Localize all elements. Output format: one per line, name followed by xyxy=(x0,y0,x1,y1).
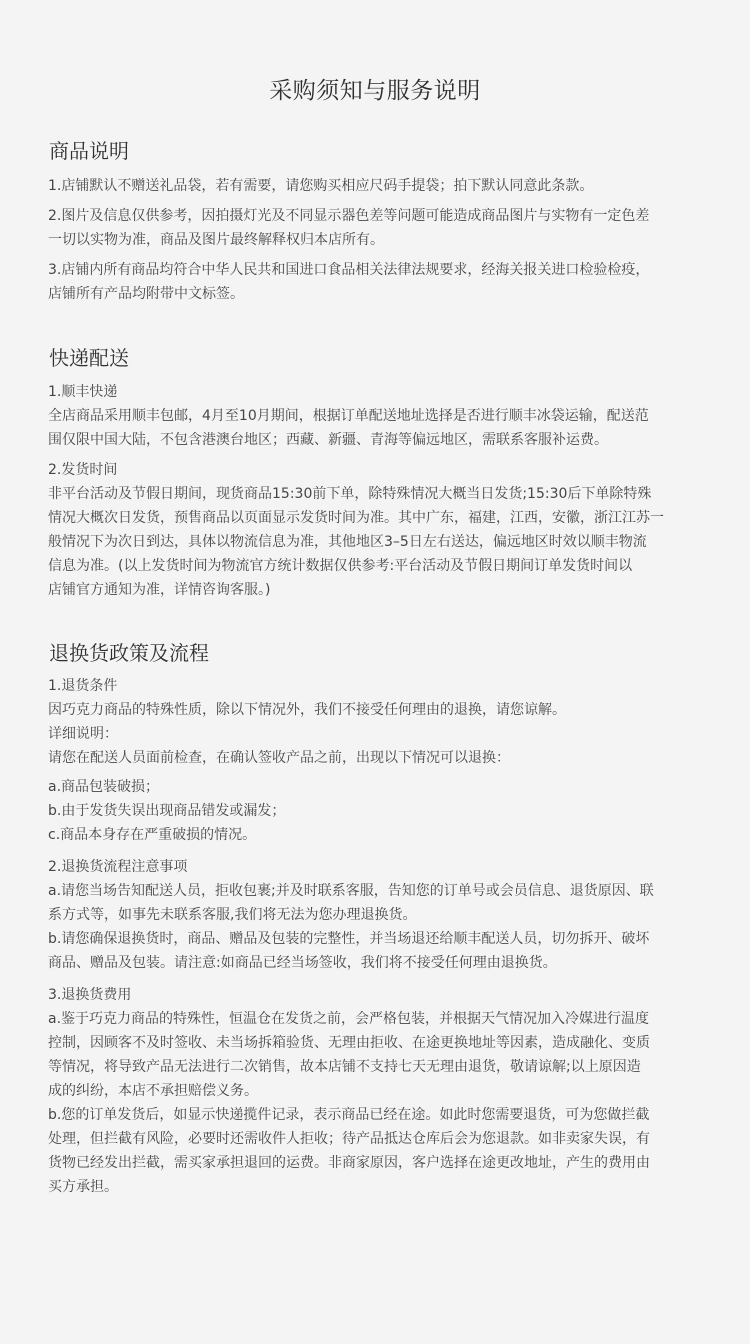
text-line: 等情况，将导致产品无法进行二次销售，故本店铺不支持七天无理由退货，敬请谅解;以上原因造 xyxy=(48,1059,641,1075)
text-line: a.请您当场告知配送人员，拒收包裹;并及时联系客服，告知您的订单号或会员信息、退货原因、联 xyxy=(48,883,654,899)
subsection-title: 2.发货时间 xyxy=(48,462,118,478)
list-item: c.商品本身存在严重破损的情况。 xyxy=(48,827,257,843)
text-line: 3.店铺内所有商品均符合中华人民共和国进口食品相关法律法规要求，经海关报关进口检验检疫， xyxy=(48,262,650,278)
text-line: 般情况下为次日到达，具体以物流信息为准，其他地区3–5日左右送达，偏远地区时效以顺丰物流 xyxy=(48,534,647,550)
text-line: a.鉴于巧克力商品的特殊性，恒温仓在发货之前，会严格包装，并根据天气情况加入冷媒进行温度 xyxy=(48,1011,650,1027)
subsection-title: 2.退换货流程注意事项 xyxy=(48,859,188,875)
text-line: b.请您确保退换货时，商品、赠品及包装的完整性，并当场退还给顺丰配送人员，切勿拆开、破坏 xyxy=(48,931,650,947)
delivery-sf-express xyxy=(48,380,708,452)
text-line: 成的纠纷，本店不承担赔偿义务。 xyxy=(48,1083,258,1099)
text-line: 处理，但拦截有风险，必要时还需收件人拒收；待产品抵达仓库后会为您退款。如非卖家失误，有 xyxy=(48,1131,650,1147)
returns-conditions xyxy=(48,674,708,770)
section-heading-delivery: 快递配送 xyxy=(49,346,129,370)
text-line: b.您的订单发货后，如显示快递揽件记录，表示商品已经在途。如此时您需要退货，可为您做拦截 xyxy=(48,1107,650,1123)
text-line: 情况大概次日发货，预售商品以页面显示发货时间为准。其中广东，福建，江西，安徽，浙江江苏一 xyxy=(48,510,664,526)
page-title: 采购须知与服务说明 xyxy=(269,78,481,104)
subsection-title: 3.退换货费用 xyxy=(48,987,132,1003)
text-line: 店铺所有产品均附带中文标签。 xyxy=(48,286,244,302)
text-line: 一切以实物为准，商品及图片最终解释权归本店所有。 xyxy=(48,232,384,248)
goods-item-1 xyxy=(48,174,708,198)
text-line: 控制，因顾客不及时签收、未当场拆箱验货、无理由拒收、在途更换地址等因素，造成融化、变质 xyxy=(48,1035,650,1051)
text-line: 信息为准。(以上发货时间为物流官方统计数据仅供参考:平台活动及节假日期间订单发货时间以 xyxy=(48,558,633,574)
text-line: 店铺官方通知为准，详情咨询客服。) xyxy=(48,582,271,598)
subsection-title: 1.顺丰快递 xyxy=(48,384,118,400)
text-line: 2.图片及信息仅供参考，因拍摄灯光及不同显示器色差等问题可能造成商品图片与实物有一定色差 xyxy=(48,208,650,224)
text-line: 1.店铺默认不赠送礼品袋，若有需要，请您购买相应尺码手提袋；拍下默认同意此条款。 xyxy=(48,178,594,194)
text-line: 非平台活动及节假日期间，现货商品15:30前下单，除特殊情况大概当日发货;15:30后下单除特殊 xyxy=(48,486,652,502)
text-line: 全店商品采用顺丰包邮，4月至10月期间，根据订单配送地址选择是否进行顺丰冰袋运输，配送范 xyxy=(48,408,649,424)
list-item: b.由于发货失误出现商品错发或漏发； xyxy=(48,803,286,819)
returns-cases xyxy=(48,775,708,847)
delivery-ship-time xyxy=(48,458,708,602)
text-line: 系方式等，如事先未联系客服,我们将无法为您办理退换货。 xyxy=(48,907,417,923)
section-heading-goods: 商品说明 xyxy=(49,139,129,163)
list-item: a.商品包装破损； xyxy=(48,779,160,795)
subsection-title: 1.退货条件 xyxy=(48,678,118,694)
goods-item-3 xyxy=(48,258,708,306)
text-line: 商品、赠品及包装。请注意:如商品已经当场签收，我们将不接受任何理由退换货。 xyxy=(48,955,557,971)
section-heading-returns: 退换货政策及流程 xyxy=(49,641,209,665)
text-line: 货物已经发出拦截，需买家承担退回的运费。非商家原因，客户选择在途更改地址，产生的费用由 xyxy=(48,1155,650,1171)
text-line: 请您在配送人员面前检查，在确认签收产品之前，出现以下情况可以退换： xyxy=(48,750,510,766)
text-line: 围仅限中国大陆，不包含港澳台地区；西藏、新疆、青海等偏远地区，需联系客服补运费。 xyxy=(48,432,608,448)
goods-item-2 xyxy=(48,204,708,252)
text-line: 因巧克力商品的特殊性质，除以下情况外，我们不接受任何理由的退换，请您谅解。 xyxy=(48,702,566,718)
returns-flow xyxy=(48,855,708,975)
text-line: 详细说明： xyxy=(48,726,118,742)
returns-fees xyxy=(48,983,708,1199)
text-line: 买方承担。 xyxy=(48,1179,118,1195)
